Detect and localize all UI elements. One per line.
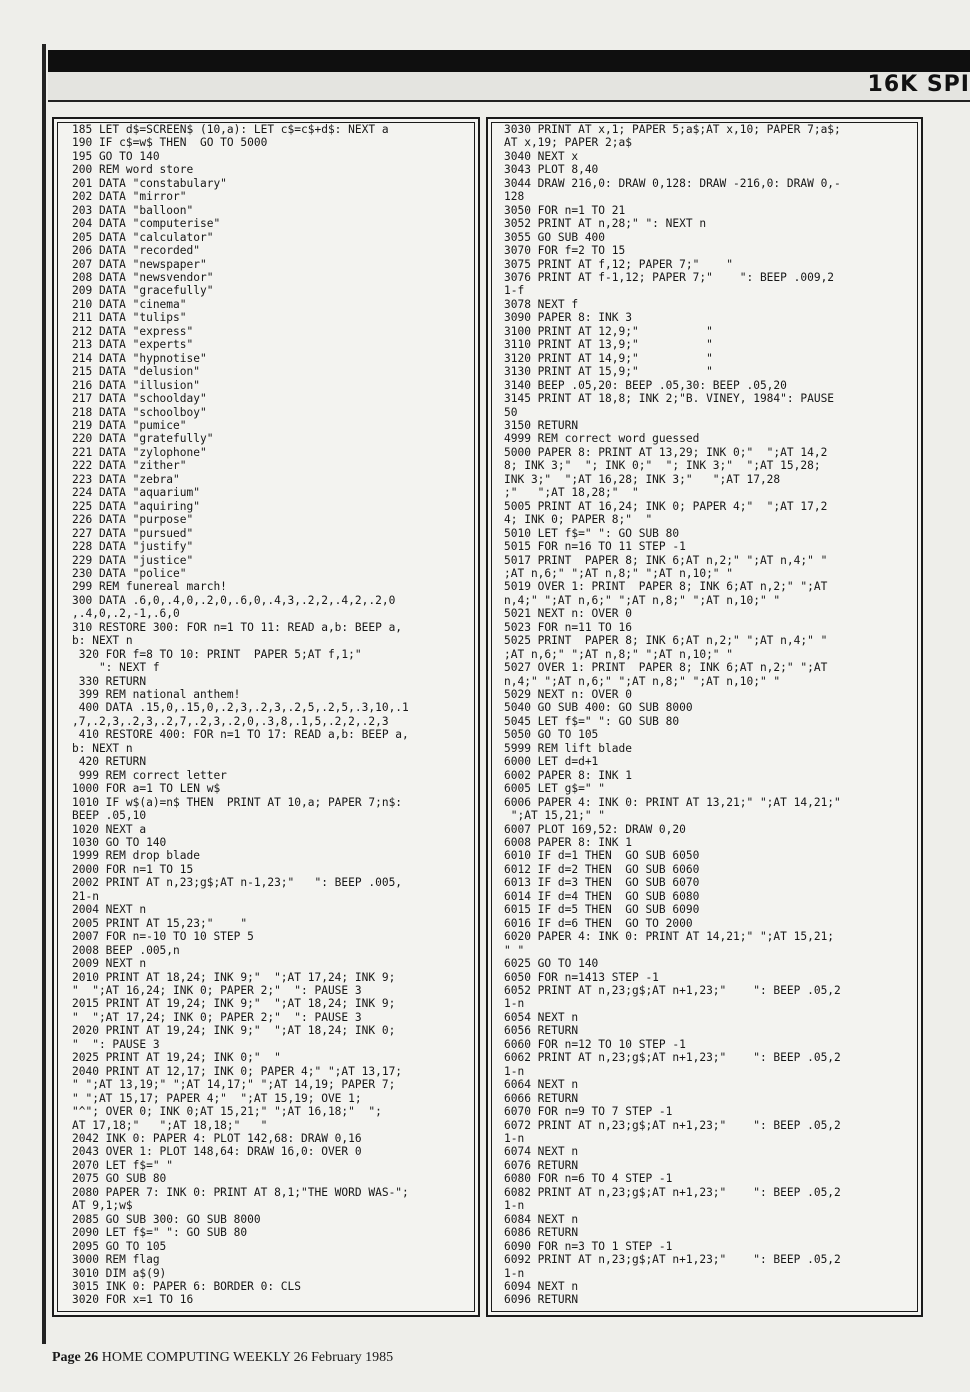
code-line: 6066 RETURN <box>504 1091 579 1105</box>
code-line: 2015 PRINT AT 19,24; INK 9;" ";AT 18,24; INK 9; <box>72 997 396 1011</box>
program-listing-right <box>504 123 841 1307</box>
code-line: 6013 IF d=3 THEN GO SUB 6070 <box>504 876 700 890</box>
code-line: 217 DATA "schoolday" <box>72 392 207 406</box>
code-line: 202 DATA "mirror" <box>72 190 187 204</box>
code-line: 214 DATA "hypnotise" <box>72 351 207 365</box>
code-line: 225 DATA "aquiring" <box>72 499 200 513</box>
code-line: " ";AT 17,24; INK 0; PAPER 2;" ": PAUSE 3 <box>72 1010 362 1024</box>
code-line: 3030 PRINT AT x,1; PAPER 5;a$;AT x,10; PAPER 7;a$; <box>504 123 841 136</box>
code-line: 6074 NEXT n <box>504 1145 579 1159</box>
code-line: 320 FOR f=8 TO 10: PRINT PAPER 5;AT f,1;" <box>72 647 362 661</box>
code-line: 5027 OVER 1: PRINT PAPER 8; INK 6;AT n,2;" ";AT <box>504 661 828 675</box>
code-line: 5000 PAPER 8: PRINT AT 13,29; INK 0;" ";AT 14,2 <box>504 445 828 459</box>
code-line: 420 RETURN <box>72 755 147 769</box>
code-line: " ";AT 15,17; PAPER 4;" ";AT 15,19; OVE 1; <box>72 1091 362 1105</box>
code-line: 4999 REM correct word guessed <box>504 432 700 446</box>
code-line: 1000 FOR a=1 TO LEN w$ <box>72 782 221 796</box>
code-line: 330 RETURN <box>72 674 147 688</box>
code-line: 222 DATA "zither" <box>72 459 187 473</box>
code-line: 3055 GO SUB 400 <box>504 230 606 244</box>
code-line: 1-n <box>504 1064 525 1078</box>
code-line: 999 REM correct letter <box>72 768 227 782</box>
page-number: Page 26 <box>52 1350 99 1365</box>
code-line: 203 DATA "balloon" <box>72 203 194 217</box>
code-line: 2085 GO SUB 300: GO SUB 8000 <box>72 1212 261 1226</box>
code-line: 220 DATA "gratefully" <box>72 432 214 446</box>
page-footer <box>52 1350 393 1366</box>
code-line: ,.4,0,.2,-1,.6,0 <box>72 607 180 621</box>
code-line: 6062 PRINT AT n,23;g$;AT n+1,23;" ": BEEP .05,2 <box>504 1051 841 1065</box>
code-line: 6094 NEXT n <box>504 1279 579 1293</box>
code-line: 2090 LET f$=" ": GO SUB 80 <box>72 1226 248 1240</box>
code-line: 3130 PRINT AT 15,9;" " <box>504 365 713 379</box>
code-line: 3010 DIM a$(9) <box>72 1266 167 1280</box>
code-line: 216 DATA "illusion" <box>72 378 200 392</box>
code-line: 2020 PRINT AT 19,24; INK 9;" ";AT 18,24; INK 0; <box>72 1024 396 1038</box>
issue-date: 26 February 1985 <box>293 1350 394 1365</box>
code-line: 6096 RETURN <box>504 1293 579 1307</box>
code-line: 230 DATA "police" <box>72 566 187 580</box>
code-line: 2008 BEEP .005,n <box>72 943 180 957</box>
code-line: 5045 LET f$=" ": GO SUB 80 <box>504 714 680 728</box>
code-line: 201 DATA "constabulary" <box>72 176 227 190</box>
page-left-rule <box>42 44 46 1344</box>
code-line: 128 <box>504 190 525 204</box>
code-line: 50 <box>504 405 518 419</box>
code-line: AT 17,18;" ";AT 18,18;" " <box>72 1118 268 1132</box>
code-line: 200 REM word store <box>72 163 194 177</box>
code-line: 5023 FOR n=11 TO 16 <box>504 620 632 634</box>
code-line: 6076 RETURN <box>504 1158 579 1172</box>
code-line: 2002 PRINT AT n,23;g$;AT n-1,23;" ": BEEP .005, <box>72 876 403 890</box>
code-line: 6084 NEXT n <box>504 1212 579 1226</box>
header-banner <box>48 50 970 72</box>
code-line: n,4;" ";AT n,6;" ";AT n,8;" ";AT n,10;" " <box>504 674 781 688</box>
code-line: 208 DATA "newsvendor" <box>72 270 214 284</box>
code-line: 1999 REM drop blade <box>72 849 200 863</box>
code-line: 3078 NEXT f <box>504 297 579 311</box>
code-line: 6016 IF d=6 THEN GO TO 2000 <box>504 916 693 930</box>
code-line: 6070 FOR n=9 TO 7 STEP -1 <box>504 1105 673 1119</box>
code-line: 5015 FOR n=16 TO 11 STEP -1 <box>504 540 686 554</box>
code-line: 2009 NEXT n <box>72 957 147 971</box>
code-line: 3100 PRINT AT 12,9;" " <box>504 324 713 338</box>
code-line: 5999 REM lift blade <box>504 741 632 755</box>
code-line: 4; INK 0; PAPER 8;" " <box>504 513 653 527</box>
code-line: 185 LET d$=SCREEN$ (10,a): LET c$=c$+d$: NEXT a <box>72 123 389 136</box>
code-line: 2080 PAPER 7: INK 0: PRINT AT 8,1;"THE WORD WAS-"; <box>72 1185 409 1199</box>
code-line: 1010 IF w$(a)=n$ THEN PRINT AT 10,a; PAPER 7;n$: <box>72 795 403 809</box>
code-line: 6082 PRINT AT n,23;g$;AT n+1,23;" ": BEEP .05,2 <box>504 1185 841 1199</box>
code-line: 8; INK 3;" "; INK 0;" "; INK 3;" ";AT 15,28; <box>504 459 821 473</box>
code-line: 221 DATA "zylophone" <box>72 445 207 459</box>
code-line: 5019 OVER 1: PRINT PAPER 8; INK 6;AT n,2;" ";AT <box>504 580 828 594</box>
code-line: 207 DATA "newspaper" <box>72 257 207 271</box>
code-line: 5017 PRINT PAPER 8; INK 6;AT n,2;" ";AT n,4;" " <box>504 553 828 567</box>
code-line: 3015 INK 0: PAPER 6: BORDER 0: CLS <box>72 1279 302 1293</box>
publication-name: HOME COMPUTING WEEKLY <box>101 1350 291 1365</box>
code-line: 5040 GO SUB 400: GO SUB 8000 <box>504 701 693 715</box>
code-line: 3145 PRINT AT 18,8; INK 2;"B. VINEY, 1984": PAUSE <box>504 392 835 406</box>
listing-column-right <box>486 117 923 1317</box>
code-line: BEEP .05,10 <box>72 809 147 823</box>
code-line: 2070 LET f$=" " <box>72 1158 174 1172</box>
code-line: ,7,.2,3,.2,3,.2,7,.2,3,.2,0,.3,8,.1,5,.2,2,.2,3 <box>72 714 389 728</box>
code-line: 6012 IF d=2 THEN GO SUB 6060 <box>504 862 700 876</box>
code-line: 5005 PRINT AT 16,24; INK 0; PAPER 4;" ";AT 17,2 <box>504 499 828 513</box>
code-line: 6005 LET g$=" " <box>504 782 606 796</box>
code-line: 3000 REM flag <box>72 1253 160 1267</box>
code-line: 6007 PLOT 169,52: DRAW 0,20 <box>504 822 686 836</box>
code-line: 2000 FOR n=1 TO 15 <box>72 862 194 876</box>
code-line: 205 DATA "calculator" <box>72 230 214 244</box>
code-line: 6020 PAPER 4: INK 0: PRINT AT 14,21;" ";AT 15,21; <box>504 930 835 944</box>
code-line: " ";AT 16,24; INK 0; PAPER 2;" ": PAUSE 3 <box>72 984 362 997</box>
code-line: 299 REM funereal march! <box>72 580 227 594</box>
code-line: n,4;" ";AT n,6;" ";AT n,8;" ";AT n,10;" " <box>504 593 781 607</box>
code-line: 2095 GO TO 105 <box>72 1239 167 1253</box>
code-line: 3044 DRAW 216,0: DRAW 0,128: DRAW -216,0: DRAW 0,- <box>504 176 841 190</box>
code-line: AT 9,1;w$ <box>72 1199 133 1213</box>
code-line: 6010 IF d=1 THEN GO SUB 6050 <box>504 849 700 863</box>
code-line: 228 DATA "justify" <box>72 540 194 554</box>
code-line: 218 DATA "schoolboy" <box>72 405 207 419</box>
code-line: " " <box>504 943 525 957</box>
code-line: 5050 GO TO 105 <box>504 728 599 742</box>
code-line: " ";AT 13,19;" ";AT 14,17;" ";AT 14,19; PAPER 7; <box>72 1078 396 1092</box>
code-line: 6014 IF d=4 THEN GO SUB 6080 <box>504 889 700 903</box>
code-line: 2043 OVER 1: PLOT 148,64: DRAW 16,0: OVER 0 <box>72 1145 362 1159</box>
code-line: 1-f <box>504 284 525 298</box>
code-line: 6002 PAPER 8: INK 1 <box>504 768 632 782</box>
code-line: 1020 NEXT a <box>72 822 147 836</box>
code-line: 3075 PRINT AT f,12; PAPER 7;" " <box>504 257 734 271</box>
code-line: 6080 FOR n=6 TO 4 STEP -1 <box>504 1172 673 1186</box>
code-line: 400 DATA .15,0,.15,0,.2,3,.2,3,.2,5,.2,5,.3,10,.1 <box>72 701 409 715</box>
code-line: 1-n <box>504 1199 525 1213</box>
code-line: 2004 NEXT n <box>72 903 147 917</box>
code-line: AT x,19; PAPER 2;a$ <box>504 136 632 150</box>
code-line: 6072 PRINT AT n,23;g$;AT n+1,23;" ": BEEP .05,2 <box>504 1118 841 1132</box>
code-line: 3043 PLOT 8,40 <box>504 163 599 177</box>
code-line: ;AT n,6;" ";AT n,8;" ";AT n,10;" " <box>504 647 734 661</box>
code-line: ;AT n,6;" ";AT n,8;" ";AT n,10;" " <box>504 566 734 580</box>
code-line: 5025 PRINT PAPER 8; INK 6;AT n,2;" ";AT n,4;" " <box>504 634 828 648</box>
code-line: 6008 PAPER 8: INK 1 <box>504 836 632 850</box>
code-line: 210 DATA "cinema" <box>72 297 187 311</box>
code-line: 1-n <box>504 1131 525 1145</box>
code-line: 2075 GO SUB 80 <box>72 1172 167 1186</box>
code-line: 2040 PRINT AT 12,17; INK 0; PAPER 4;" ";AT 13,17; <box>72 1064 403 1078</box>
section-tag: 16K SPI <box>867 72 970 97</box>
code-line: 410 RESTORE 400: FOR n=1 TO 17: READ a,b: BEEP a, <box>72 728 409 742</box>
code-line: 209 DATA "gracefully" <box>72 284 214 298</box>
code-line: 1-n <box>504 1266 525 1280</box>
code-line: 6090 FOR n=3 TO 1 STEP -1 <box>504 1239 673 1253</box>
code-line: "^"; OVER 0; INK 0;AT 15,21;" ";AT 16,18;" "; <box>72 1105 382 1119</box>
code-line: 2042 INK 0: PAPER 4: PLOT 142,68: DRAW 0,16 <box>72 1131 362 1145</box>
code-line: INK 3;" ";AT 16,28; INK 3;" ";AT 17,28 <box>504 472 781 486</box>
code-line: 224 DATA "aquarium" <box>72 486 200 500</box>
code-line: 215 DATA "delusion" <box>72 365 200 379</box>
code-line: 223 DATA "zebra" <box>72 472 180 486</box>
code-line: ;" ";AT 18,28;" " <box>504 486 639 500</box>
code-line: 3052 PRINT AT n,28;" ": NEXT n <box>504 217 707 231</box>
header-subbanner <box>48 72 970 102</box>
program-listing-left <box>72 123 409 1307</box>
code-line: 21-n <box>72 889 99 903</box>
code-line: 3076 PRINT AT f-1,12; PAPER 7;" ": BEEP .009,2 <box>504 270 835 284</box>
code-line: 3070 FOR f=2 TO 15 <box>504 244 626 258</box>
code-line: 5010 LET f$=" ": GO SUB 80 <box>504 526 680 540</box>
code-line: 2010 PRINT AT 18,24; INK 9;" ";AT 17,24; INK 9; <box>72 970 396 984</box>
code-line: 204 DATA "computerise" <box>72 217 221 231</box>
code-line: 6054 NEXT n <box>504 1010 579 1024</box>
code-line: 6056 RETURN <box>504 1024 579 1038</box>
code-line: 3110 PRINT AT 13,9;" " <box>504 338 713 352</box>
code-line: 3020 FOR x=1 TO 16 <box>72 1293 194 1307</box>
code-line: 229 DATA "justice" <box>72 553 194 567</box>
code-line: " ": PAUSE 3 <box>72 1037 160 1051</box>
code-line: 6092 PRINT AT n,23;g$;AT n+1,23;" ": BEEP .05,2 <box>504 1253 841 1267</box>
code-line: 3090 PAPER 8: INK 3 <box>504 311 632 325</box>
code-line: 2007 FOR n=-10 TO 10 STEP 5 <box>72 930 254 944</box>
code-line: 3150 RETURN <box>504 418 579 432</box>
code-line: 195 GO TO 140 <box>72 149 160 163</box>
code-line: 6052 PRINT AT n,23;g$;AT n+1,23;" ": BEEP .05,2 <box>504 984 841 997</box>
code-line: 3040 NEXT x <box>504 149 579 163</box>
code-line: 211 DATA "tulips" <box>72 311 187 325</box>
code-line: 219 DATA "pumice" <box>72 418 187 432</box>
code-line: 6000 LET d=d+1 <box>504 755 599 769</box>
code-line: 226 DATA "purpose" <box>72 513 194 527</box>
code-line: b: NEXT n <box>72 741 133 755</box>
code-line: 399 REM national anthem! <box>72 688 241 702</box>
code-line: 190 IF c$=w$ THEN GO TO 5000 <box>72 136 268 150</box>
code-line: 213 DATA "experts" <box>72 338 194 352</box>
code-line: 6015 IF d=5 THEN GO SUB 6090 <box>504 903 700 917</box>
code-line: 3050 FOR n=1 TO 21 <box>504 203 626 217</box>
code-line: 6060 FOR n=12 TO 10 STEP -1 <box>504 1037 686 1051</box>
code-line: 6086 RETURN <box>504 1226 579 1240</box>
code-line: 212 DATA "express" <box>72 324 194 338</box>
code-line: ": NEXT f <box>72 661 160 675</box>
code-line: 6025 GO TO 140 <box>504 957 599 971</box>
code-line: 6050 FOR n=1413 STEP -1 <box>504 970 659 984</box>
code-line: 300 DATA .6,0,.4,0,.2,0,.6,0,.4,3,.2,2,.4,2,.2,0 <box>72 593 396 607</box>
code-line: b: NEXT n <box>72 634 133 648</box>
code-line: 1030 GO TO 140 <box>72 836 167 850</box>
code-line: ";AT 15,21;" " <box>504 809 606 823</box>
code-line: 1-n <box>504 997 525 1011</box>
code-line: 6006 PAPER 4: INK 0: PRINT AT 13,21;" ";AT 14,21;" <box>504 795 841 809</box>
code-line: 227 DATA "pursued" <box>72 526 194 540</box>
code-line: 2005 PRINT AT 15,23;" " <box>72 916 248 930</box>
code-line: 5021 NEXT n: OVER 0 <box>504 607 632 621</box>
code-line: 310 RESTORE 300: FOR n=1 TO 11: READ a,b: BEEP a, <box>72 620 403 634</box>
code-line: 5029 NEXT n: OVER 0 <box>504 688 632 702</box>
code-line: 3140 BEEP .05,20: BEEP .05,30: BEEP .05,20 <box>504 378 787 392</box>
listing-column-left <box>52 117 480 1317</box>
code-line: 3120 PRINT AT 14,9;" " <box>504 351 713 365</box>
code-line: 6064 NEXT n <box>504 1078 579 1092</box>
code-line: 2025 PRINT AT 19,24; INK 0;" " <box>72 1051 281 1065</box>
code-line: 206 DATA "recorded" <box>72 244 200 258</box>
